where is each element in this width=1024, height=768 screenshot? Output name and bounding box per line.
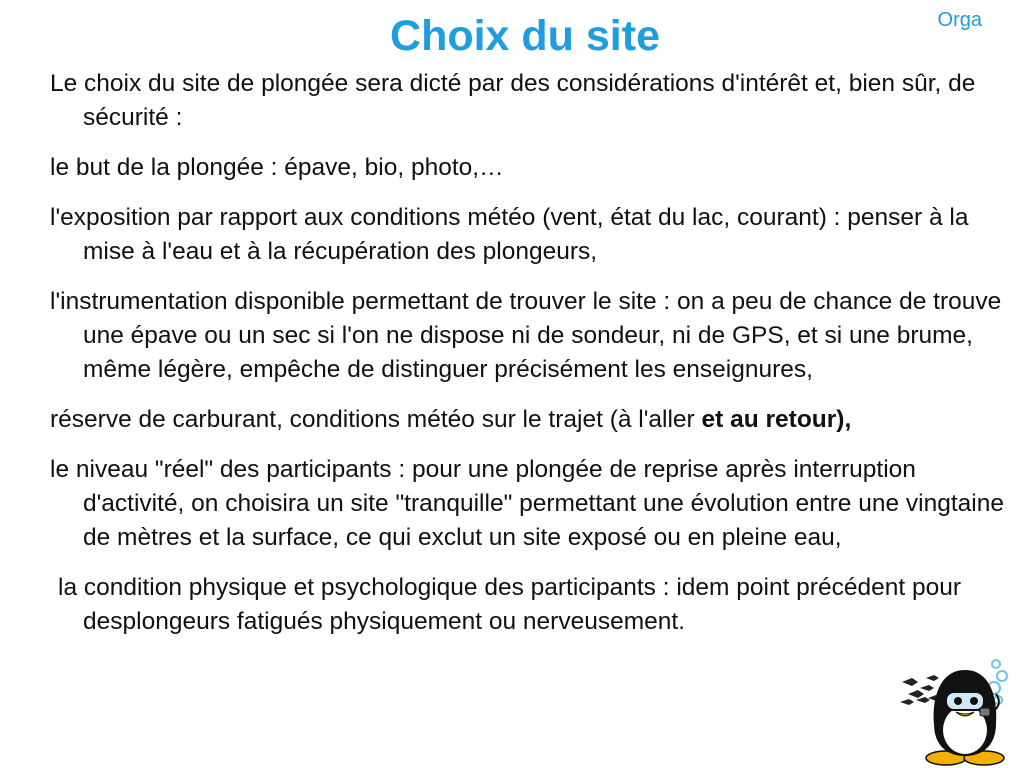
paragraph-instrumentation: l'instrumentation disponible permettant de trouver le site : on a peu de chance de trouve une épave ou un sec si l'on ne dispose ni de sondeur, ni de GPS, et si une brume, même légère, empêche de distinguer précisément les enseignures,: [50, 288, 1002, 383]
diver-penguin-icon: [898, 652, 1024, 768]
paragraph-fuel-text: réserve de carburant, conditions météo sur le trajet (à l'aller: [50, 406, 702, 433]
paragraph-fuel: [50, 403, 1012, 437]
paragraph-level: le niveau "réel" des participants : pour une plongée de reprise après interruption d'activité, on choisira un site "tranquille" permettant une évolution entre une vingtaine de mètres et la surface, ce qui exclut un site exposé ou en pleine eau,: [50, 456, 1004, 551]
section-label: Orga: [937, 9, 982, 31]
page-title: Choix du site: [390, 12, 660, 60]
paragraph-exposure: l'exposition par rapport aux conditions météo (vent, état du lac, courant) : penser à la mise à l'eau et à la récupération des plongeurs,: [50, 204, 969, 265]
slide-body: [50, 67, 1012, 655]
paragraph-condition: la condition physique et psychologique des participants : idem point précédent pour desplongeurs fatigués physiquement ou nerveusement.: [58, 574, 961, 635]
paragraph-goal: le but de la plongée : épave, bio, photo,…: [50, 154, 504, 181]
paragraph-intro: Le choix du site de plongée sera dicté par des considérations d'intérêt et, bien sûr, de sécurité :: [50, 70, 976, 131]
paragraph-fuel-emphasis: et au retour),: [701, 406, 852, 433]
